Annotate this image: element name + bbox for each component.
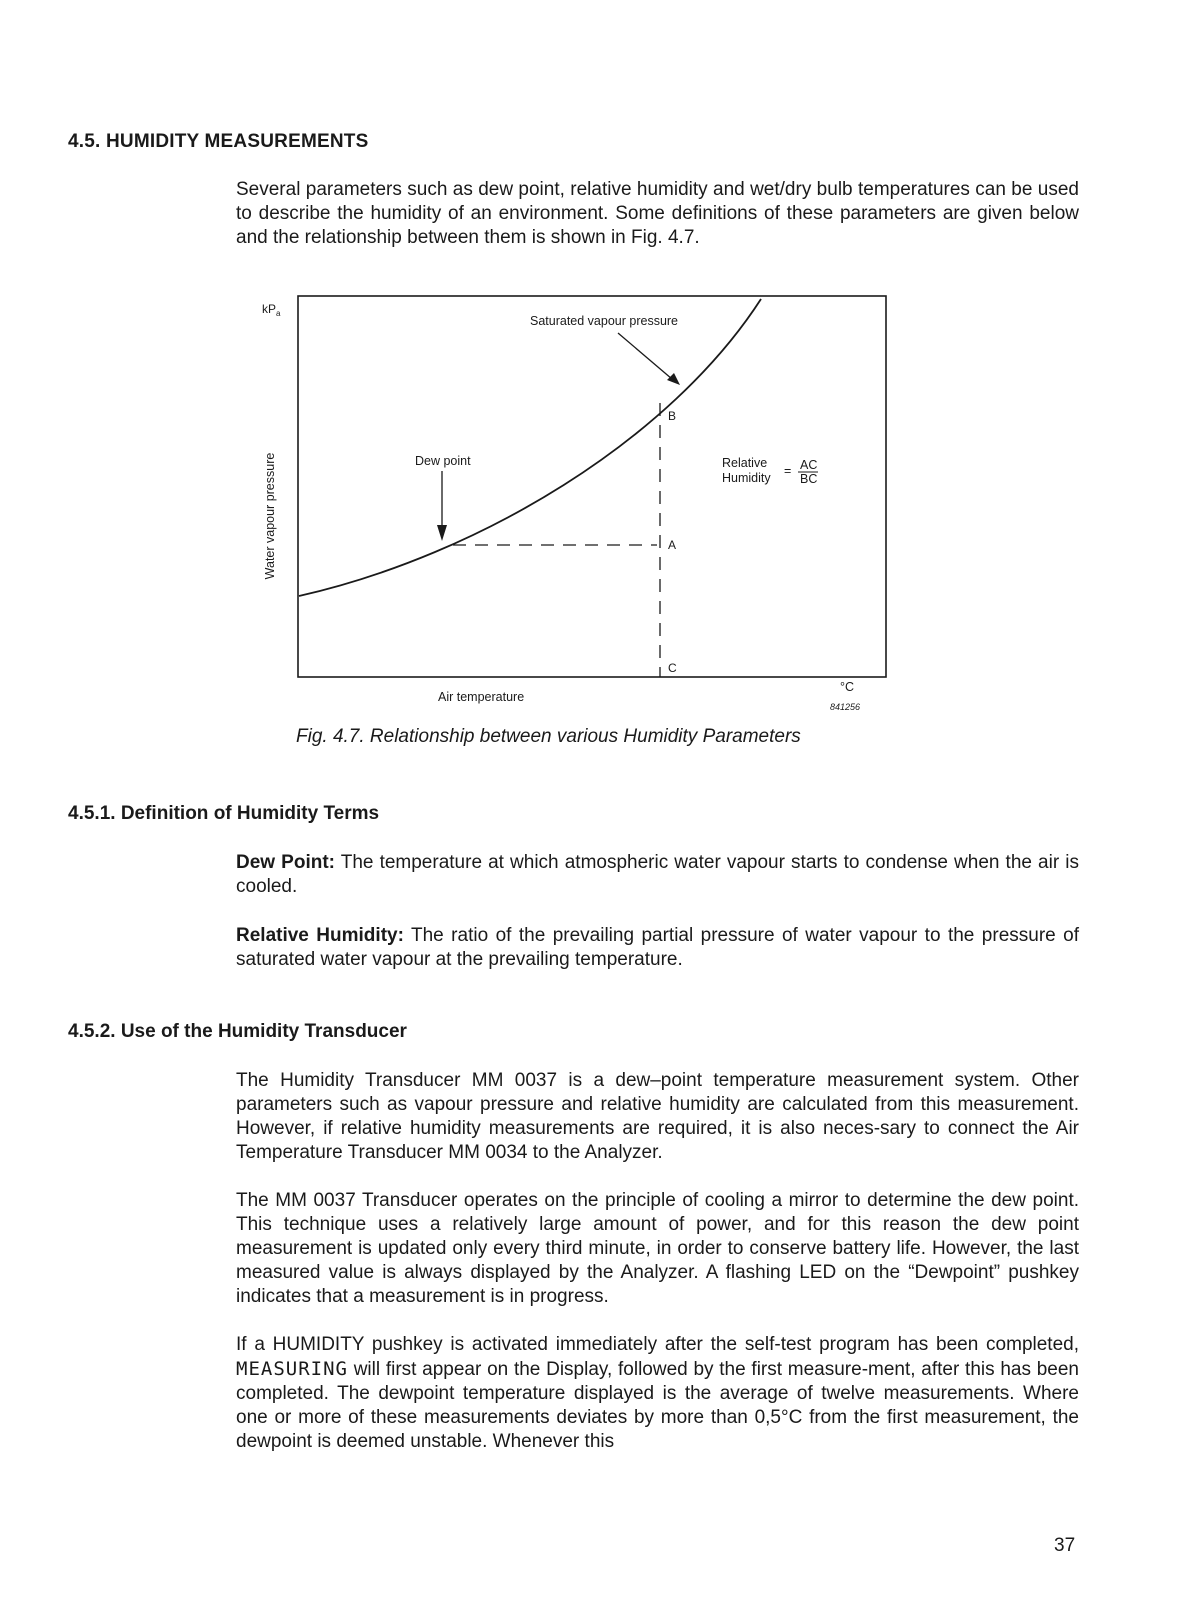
- point-c-label: C: [668, 661, 677, 675]
- paragraph-3-end: will first appear on the Display, followed by the first measure-ment, after this has been completed. The dewpoint temperature displayed is the average of twelve measurements. Where one or more of these measurements deviates by more than 0,5°C from the first measurement, the dewpoint is deemed unstable. Whenever this: [236, 1359, 1079, 1452]
- point-b-label: B: [668, 409, 677, 423]
- transducer-heading: 4.5.2. Use of the Humidity Transducer: [68, 1021, 407, 1042]
- plot-frame: [298, 296, 886, 677]
- dew-point-label: Dew point: [415, 454, 471, 468]
- dew-arrow-head: [437, 525, 447, 541]
- relative-humidity-definition: [236, 924, 1079, 972]
- dew-point-definition: [236, 851, 1079, 899]
- transducer-paragraph-2: The MM 0037 Transducer operates on the principle of cooling a mirror to determine the dew point. This technique uses a relatively large amount of power, and for this reason the dew point measurement is updated only every third minute, in order to conserve battery life. However, the last measured value is always displayed by the Analyzer. A flashing LED on the “Dewpoint” pushkey indicates that a measurement is in progress.: [236, 1190, 1079, 1307]
- y-axis-label: Water vapour pressure: [263, 452, 277, 580]
- paragraph-3-start: If a HUMIDITY pushkey is activated immediately after the self-test program has been completed,: [236, 1334, 1079, 1355]
- section-title: 4.5. HUMIDITY MEASUREMENTS: [68, 131, 369, 152]
- saturation-curve: [299, 299, 761, 596]
- curve-arrow: [618, 333, 672, 379]
- x-axis-label: Air temperature: [438, 690, 525, 704]
- transducer-paragraph-3: [236, 1333, 1079, 1454]
- rh-denominator: BC: [800, 472, 818, 486]
- point-a-label: A: [668, 538, 677, 552]
- x-axis-unit: °C: [840, 680, 855, 694]
- relative-humidity-text: The ratio of the prevailing partial pressure of water vapour to the pressure of saturated water vapour at the prevailing temperature.: [236, 925, 1079, 970]
- curve-label: Saturated vapour pressure: [530, 314, 679, 328]
- humidity-figure: [250, 285, 900, 725]
- transducer-paragraph-1: The Humidity Transducer MM 0037 is a dew–point temperature measurement system. Other parameters such as vapour pressure and relative humidity are calculated from this measurement. However, if relative humidity measurements are required, it is also neces-sary to connect the Air Temperature Transducer MM 0034 to the Analyzer.: [236, 1070, 1079, 1163]
- rh-word-humidity: Humidity: [722, 471, 771, 485]
- curve-arrow-head: [667, 373, 680, 385]
- rh-word-relative: Relative: [722, 456, 768, 470]
- display-readout-measuring: MEASURING: [236, 1358, 348, 1380]
- dew-point-text: The temperature at which atmospheric water vapour starts to condense when the air is cooled.: [236, 852, 1079, 897]
- figure-reference-code: 841256: [830, 702, 861, 712]
- y-unit: $kP_a$: [262, 302, 281, 318]
- intro-paragraph: Several parameters such as dew point, relative humidity and wet/dry bulb temperatures can be used to describe the humidity of an environment. Some definitions of these parameters are given below and the relationship between them is shown in Fig. 4.7.: [236, 179, 1079, 248]
- figure-caption: Fig. 4.7. Relationship between various Humidity Parameters: [296, 726, 801, 747]
- rh-numerator: AC: [800, 458, 818, 472]
- definitions-heading: 4.5.1. Definition of Humidity Terms: [68, 803, 380, 824]
- relative-humidity-term: Relative Humidity:: [236, 925, 404, 946]
- page-number: 37: [1054, 1535, 1076, 1556]
- dew-point-term: Dew Point:: [236, 852, 335, 873]
- rh-equals: =: [784, 464, 792, 478]
